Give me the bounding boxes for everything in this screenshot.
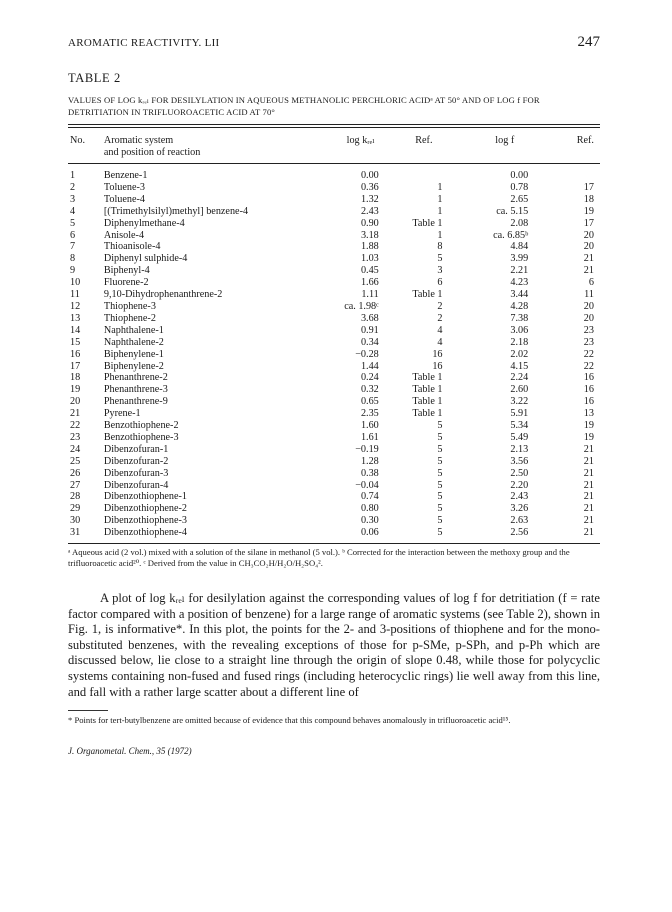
cell-logk: 2.35 [360,408,379,420]
cell-system: Phenanthrene-3 [103,384,168,396]
cell-logf: 2.20 [510,479,529,491]
cell-ref: 5 [437,443,443,455]
cell-logf: 3.06 [510,324,529,336]
cell-ref: 6 [437,277,443,289]
cell-logk: 0.34 [360,336,379,348]
cell-no: 16 [70,348,81,360]
cell-logk: ca. 1.98ᶜ [344,300,379,312]
cell-ref: 2 [437,312,443,324]
cell-ref2: 13 [583,408,594,420]
cell-no: 27 [70,479,81,491]
cell-no: 7 [70,241,76,253]
cell-system: Naphthalene-2 [103,336,164,348]
cell-ref: 1 [437,229,443,241]
cell-logk: 2.43 [360,205,379,217]
cell-ref2: 20 [583,229,594,241]
cell-logf: ca. 5.15 [496,205,529,217]
cell-system: Pyrene-1 [103,408,141,420]
table-row [68,337,600,349]
cell-logf: 4.28 [510,300,529,312]
cell-logk: 1.28 [360,455,379,467]
cell-no: 14 [70,324,81,336]
table-row [68,241,600,253]
cell-no: 18 [70,372,81,384]
cell-no: 23 [70,431,81,443]
cell-ref: 5 [437,253,443,265]
cell-logk: 0.38 [360,467,379,479]
table-caption: VALUES OF LOG kᵣₑₗ FOR DESILYLATION IN AQUEOUS METHANOLIC PERCHLORIC ACIDᵃ AT 50° AND OF LOG f FOR DETRITIATION IN TRIFLUOROACETIC ACID AT 70° [68,95,540,117]
cell-logf: 2.13 [510,443,529,455]
col-header-no: No. [70,135,85,146]
cell-logk: 3.68 [360,312,379,324]
cell-system: Toluene-3 [103,181,146,193]
cell-logf: 2.43 [510,491,529,503]
cell-no: 12 [70,300,81,312]
cell-logk: 1.32 [360,193,379,205]
cell-system: 9,10-Dihydrophenanthrene-2 [103,289,223,301]
cell-logf: 7.38 [510,312,529,324]
col-header-system [104,135,309,159]
cell-ref2: 21 [583,455,594,467]
running-header [68,34,600,51]
table-row [68,444,600,456]
cell-logf: 2.65 [510,193,529,205]
body-paragraph: A plot of log kᵣₑₗ for desilylation against the corresponding values of log f for detritiation (f = rate factor compared with a position of benzene) for a large range of aromatic systems (see Table 2), shown in Fig. 1, is informative*. In this plot, the points for the 2- and 3-positions of thiophene and for the mono-substituted benzenes, with the revealing exceptions of those for p-SMe, p-SPh, and p-Ph which are discussed below, lie close to a straight line through the origin of slope 0.48, while those for polycyclic systems containing non-fused and fused rings (including heterocyclic rings) lie well away from this line, and fall with a rather large scatter about a different line of [68,591,600,699]
cell-system: Biphenylene-1 [103,348,164,360]
table-row [68,313,600,325]
cell-system: Anisole-4 [103,229,145,241]
cell-ref2: 20 [583,312,594,324]
cell-logf: 0.78 [510,181,529,193]
cell-logk: 0.30 [360,515,379,527]
running-title: AROMATIC REACTIVITY. LII [68,37,220,49]
cell-system: Fluorene-2 [103,277,149,289]
cell-no: 1 [70,170,76,181]
cell-no: 3 [70,193,76,205]
table-row [68,277,600,289]
page [68,34,600,756]
cell-ref: 5 [437,455,443,467]
table-row [68,301,600,313]
cell-system: Phenanthrene-9 [103,396,168,408]
cell-system: [(Trimethylsilyl)methyl] benzene-4 [103,205,249,217]
cell-no: 17 [70,360,81,372]
page-footnote: * Points for tert-butylbenzene are omitted because of evidence that this compound behaves anomalously in trifluoroacetic acid¹⁵. [68,715,511,726]
cell-system: Dibenzofuran-2 [103,455,169,467]
cell-system: Dibenzofuran-3 [103,467,169,479]
col-header-ref: Ref. [415,135,433,146]
cell-logf: 4.15 [510,360,529,372]
cell-no: 11 [70,289,80,301]
cell-ref2: 22 [583,348,594,360]
cell-ref: 16 [432,348,443,360]
cell-system: Thioanisole-4 [103,241,161,253]
table-footnotes: ᵃ Aqueous acid (2 vol.) mixed with a solution of the silane in methanol (5 vol.). ᵇ Corrected for the interaction between the methoxy group and the trifluoroacetic acid²⁰. ᶜ Derived from the value in CH₃CO₂H/H₂O/H₂SO₄². [68,547,570,569]
table-row [68,372,600,384]
table-row [68,361,600,373]
cell-logk: 3.18 [360,229,379,241]
cell-logk: 0.90 [360,217,379,229]
cell-ref: 1 [437,205,443,217]
cell-logk: 0.32 [360,384,379,396]
cell-ref: 1 [437,193,443,205]
col-header-logf: log f [495,135,515,146]
cell-ref: 5 [437,420,443,432]
table-header-row [68,133,600,163]
cell-ref: Table 1 [412,217,443,229]
table-row [68,527,600,539]
cell-logk: 1.60 [360,420,379,432]
cell-system: Benzene-1 [103,170,148,181]
cell-ref2: 6 [588,277,594,289]
cell-ref2: 21 [583,515,594,527]
col-header-logk: log kᵣₑₗ [346,135,375,146]
cell-logk: −0.19 [355,443,379,455]
col-header-system-title: Aromatic system [103,135,174,146]
cell-system: Diphenylmethane-4 [103,217,185,229]
cell-logk: 0.00 [360,170,379,181]
cell-ref: 4 [437,336,443,348]
body-text [68,591,600,700]
cell-ref: 5 [437,527,443,539]
cell-ref: Table 1 [412,408,443,420]
table-row [68,503,600,515]
table-row [68,265,600,277]
cell-logf: 2.60 [510,384,529,396]
cell-no: 29 [70,503,81,515]
cell-logf: 5.34 [510,420,529,432]
cell-logk: 0.65 [360,396,379,408]
cell-ref: 2 [437,300,443,312]
cell-logk: 1.66 [360,277,379,289]
table-row [68,206,600,218]
cell-system: Biphenyl-4 [103,265,150,277]
cell-logk: 0.91 [360,324,379,336]
table-row [68,456,600,468]
cell-logf: 3.56 [510,455,529,467]
cell-system: Dibenzofuran-1 [103,443,169,455]
cell-ref2: 20 [583,241,594,253]
col-header-system-sub: and position of reaction [103,147,201,158]
cell-no: 6 [70,229,76,241]
cell-no: 9 [70,265,76,277]
cell-ref2: 17 [583,181,594,193]
cell-no: 21 [70,408,81,420]
cell-logk: 0.24 [360,372,379,384]
table-row [68,170,600,182]
cell-ref: Table 1 [412,396,443,408]
cell-no: 24 [70,443,81,455]
cell-ref2: 21 [583,443,594,455]
cell-logf: 2.63 [510,515,529,527]
table-row [68,408,600,420]
table-row [68,491,600,503]
table-body [68,164,600,543]
cell-system: Dibenzothiophene-4 [103,527,188,539]
page-number: 247 [577,34,600,50]
cell-logk: 0.45 [360,265,379,277]
cell-ref2: 21 [583,527,594,539]
cell-logf: 2.08 [510,217,529,229]
cell-system: Dibenzothiophene-2 [103,503,188,515]
cell-ref: 5 [437,503,443,515]
cell-logf: 3.26 [510,503,529,515]
cell-system: Biphenylene-2 [103,360,164,372]
cell-logk: 0.06 [360,527,379,539]
cell-no: 8 [70,253,76,265]
cell-logk: 1.11 [361,289,379,301]
cell-no: 5 [70,217,76,229]
cell-ref2: 23 [583,324,594,336]
cell-ref: Table 1 [412,372,443,384]
cell-logf: 3.22 [510,396,529,408]
cell-logf: 2.18 [510,336,529,348]
table-row [68,194,600,206]
cell-ref2: 19 [583,205,594,217]
cell-ref2: 16 [583,396,594,408]
journal-reference: J. Organometal. Chem., 35 (1972) [68,746,192,757]
cell-logk: −0.04 [355,479,379,491]
cell-system: Benzothiophene-3 [103,431,179,443]
cell-logf: 4.23 [510,277,529,289]
col-header-ref2: Ref. [576,135,594,146]
cell-logf: 0.00 [510,170,529,181]
cell-ref2: 18 [583,193,594,205]
cell-system: Thiophene-2 [103,312,156,324]
cell-ref: 5 [437,479,443,491]
cell-system: Dibenzothiophene-3 [103,515,188,527]
cell-ref2: 21 [583,467,594,479]
cell-system: Dibenzofuran-4 [103,479,169,491]
cell-ref: Table 1 [412,384,443,396]
cell-system: Diphenyl sulphide-4 [103,253,188,265]
table-row [68,230,600,242]
cell-ref: 3 [437,265,443,277]
cell-ref2: 23 [583,336,594,348]
cell-no: 10 [70,277,81,289]
table-row [68,218,600,230]
cell-logk: −0.28 [355,348,379,360]
cell-ref: 5 [437,491,443,503]
table-row [68,396,600,408]
cell-logk: 1.61 [360,431,379,443]
cell-ref: 5 [437,515,443,527]
cell-ref: Table 1 [412,289,443,301]
table-row [68,349,600,361]
table-row [68,515,600,527]
cell-ref2: 16 [583,384,594,396]
cell-logf: 2.24 [510,372,529,384]
table-row [68,182,600,194]
cell-logf: 2.02 [510,348,529,360]
cell-ref [379,170,459,182]
cell-system: Naphthalene-1 [103,324,164,336]
table-label: TABLE 2 [68,71,121,85]
cell-logf: 3.99 [510,253,529,265]
footnote-rule [68,710,108,711]
cell-ref2: 21 [583,253,594,265]
cell-logf: ca. 6.85ᵇ [493,229,529,241]
table-row [68,325,600,337]
cell-system: Benzothiophene-2 [103,420,179,432]
table-row [68,253,600,265]
cell-no: 31 [70,527,81,539]
cell-ref2: 21 [583,491,594,503]
cell-logk: 1.03 [360,253,379,265]
cell-no: 15 [70,336,81,348]
cell-ref2: 21 [583,479,594,491]
cell-ref: 4 [437,324,443,336]
cell-logf: 2.50 [510,467,529,479]
cell-ref: 5 [437,467,443,479]
table-top-rule [68,124,600,128]
cell-ref2: 21 [583,503,594,515]
cell-ref: 1 [437,181,443,193]
table-row [68,420,600,432]
cell-no: 4 [70,205,76,217]
cell-logf: 5.49 [510,431,529,443]
cell-system: Thiophene-3 [103,300,156,312]
cell-system: Dibenzothiophene-1 [103,491,188,503]
cell-ref2: 21 [583,265,594,277]
cell-system: Phenanthrene-2 [103,372,168,384]
cell-no: 30 [70,515,81,527]
table-row [68,289,600,301]
cell-logf: 2.56 [510,527,529,539]
table-row [68,432,600,444]
cell-no: 13 [70,312,81,324]
cell-logk: 1.44 [360,360,379,372]
cell-ref2 [528,170,600,182]
cell-system: Toluene-4 [103,193,146,205]
cell-no: 20 [70,396,81,408]
cell-ref: 16 [432,360,443,372]
table-row [68,480,600,492]
cell-logf: 4.84 [510,241,529,253]
cell-no: 28 [70,491,81,503]
cell-no: 19 [70,384,81,396]
cell-logk: 0.74 [360,491,379,503]
cell-ref2: 22 [583,360,594,372]
cell-logf: 3.44 [510,289,529,301]
cell-logk: 0.36 [360,181,379,193]
cell-no: 2 [70,181,76,193]
cell-logf: 2.21 [510,265,529,277]
cell-ref: 8 [437,241,443,253]
cell-logk: 1.88 [360,241,379,253]
cell-no: 22 [70,420,81,432]
cell-ref: 5 [437,431,443,443]
table-row [68,384,600,396]
table-row [68,468,600,480]
cell-ref2: 17 [583,217,594,229]
cell-ref2: 11 [584,289,594,301]
cell-ref2: 20 [583,300,594,312]
cell-ref2: 16 [583,372,594,384]
cell-logk: 0.80 [360,503,379,515]
cell-logf: 5.91 [510,408,529,420]
cell-ref2: 19 [583,420,594,432]
cell-no: 26 [70,467,81,479]
cell-ref2: 19 [583,431,594,443]
cell-no: 25 [70,455,81,467]
